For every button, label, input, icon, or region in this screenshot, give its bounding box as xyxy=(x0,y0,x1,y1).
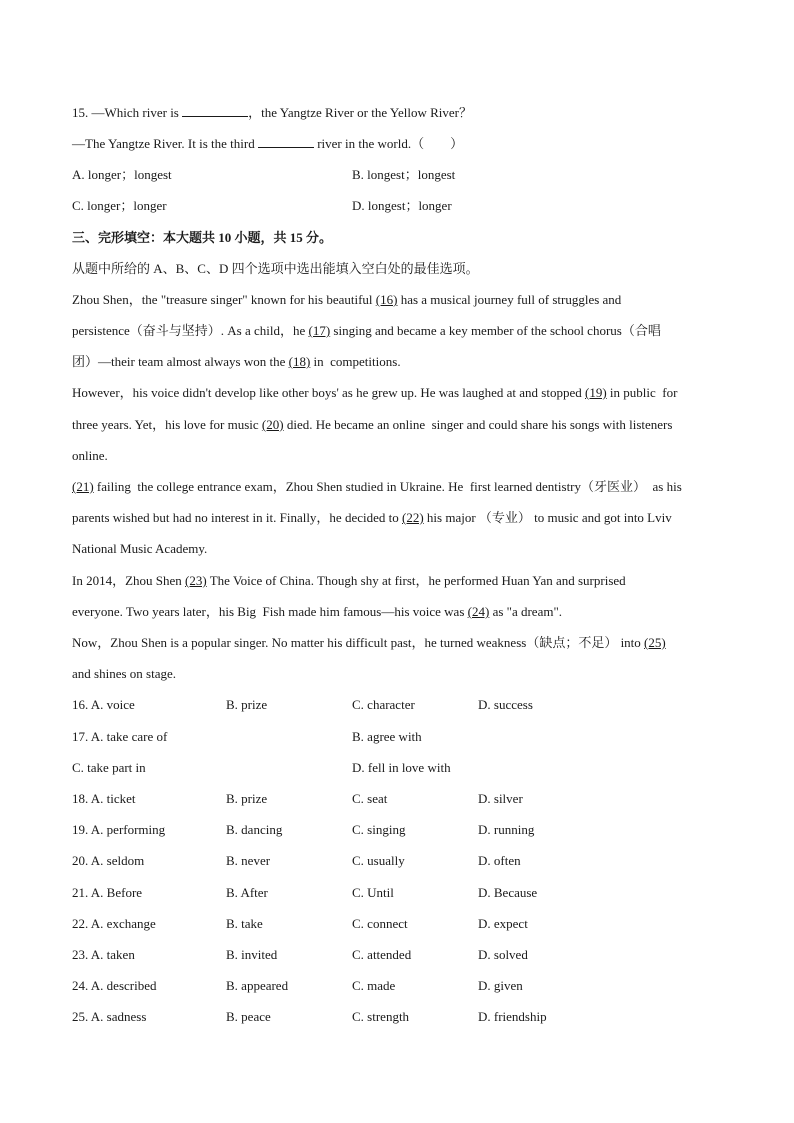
passage-text: died. He became an online singer and could share his songs with listeners xyxy=(283,417,673,432)
question-option: 21. A. Before xyxy=(72,885,143,900)
passage-line xyxy=(72,510,722,526)
heading-part: 小题，共 xyxy=(231,230,290,245)
q15-option-d: D. longest；longer xyxy=(352,198,452,213)
q15-text-1: 15. —Which river is xyxy=(72,105,183,120)
question-option: C. connect xyxy=(352,916,408,931)
passage-text: Zhou Shen，the "treasure singer" known for his beautiful xyxy=(72,292,376,307)
q15-answer-line xyxy=(72,136,722,152)
answer-blank xyxy=(182,105,248,117)
question-option: 23. A. taken xyxy=(72,947,135,962)
question-option: D. Because xyxy=(478,885,538,900)
q15-option-c: C. longer；longer xyxy=(72,198,167,213)
question-option: C. take part in xyxy=(72,760,146,775)
passage-line xyxy=(72,417,722,433)
blank-25: (25) xyxy=(644,635,666,650)
question-option: B. prize xyxy=(226,697,268,712)
question-option: C. strength xyxy=(352,1009,410,1024)
question-option: 16. A. voice xyxy=(72,697,135,712)
passage-text: has a musical journey full of struggles and xyxy=(397,292,622,307)
question-option: 25. A. sadness xyxy=(72,1009,147,1024)
passage-text: his major （专业） to music and got into Lviv xyxy=(423,510,672,525)
answer-blank xyxy=(258,136,314,148)
blank-20: (20) xyxy=(261,417,284,432)
q15-stem xyxy=(72,105,722,121)
blank-22: (22) xyxy=(402,510,424,525)
blank-23: (23) xyxy=(185,573,207,588)
question-option: D. expect xyxy=(478,916,528,931)
q15-text-3: —The Yangtze River. It is the third xyxy=(72,136,258,151)
passage-text: However，his voice didn't develop like other boys' as he grew up. He was laughed at and stopped xyxy=(72,385,585,400)
question-option: B. invited xyxy=(226,947,278,962)
blank-19: (19) xyxy=(585,385,607,400)
question-option: 18. A. ticket xyxy=(72,791,136,806)
question-option: C. singing xyxy=(352,822,406,837)
question-option: B. peace xyxy=(226,1009,271,1024)
q15-text-4: river in the world.（ ） xyxy=(313,136,464,151)
question-option: 17. A. take care of xyxy=(72,729,168,744)
question-option: C. seat xyxy=(352,791,388,806)
question-option: D. running xyxy=(478,822,535,837)
passage-text: singing and became a key member of the school chorus（合唱 xyxy=(330,323,661,338)
passage-text: everyone. Two years later，his Big Fish made him famous—his voice was xyxy=(72,604,468,619)
passage-text: as "a dream". xyxy=(489,604,563,619)
passage-line xyxy=(72,479,722,495)
passage-text: persistence（奋斗与坚持）. As a child，he xyxy=(72,323,309,338)
passage-text: 团）—their team almost always won the xyxy=(72,354,289,369)
question-option: B. After xyxy=(226,885,268,900)
passage-text: failing the college entrance exam，Zhou Shen studied in Ukraine. He first learned dentistry（牙医业） as his xyxy=(93,479,682,494)
passage-line: and shines on stage. xyxy=(72,666,176,681)
heading-part: 分。 xyxy=(302,230,333,245)
question-option: C. usually xyxy=(352,853,405,868)
question-option: D. friendship xyxy=(478,1009,547,1024)
passage-line xyxy=(72,573,722,589)
passage-text: three years. Yet，his love for music xyxy=(72,417,262,432)
q15-option-a: A. longer；longest xyxy=(72,167,172,182)
question-option: B. take xyxy=(226,916,263,931)
passage-line xyxy=(72,604,722,620)
passage-text: parents wished but had no interest in it. Finally，he decided to xyxy=(72,510,402,525)
passage-line xyxy=(72,385,722,401)
passage-text: In 2014，Zhou Shen xyxy=(72,573,186,588)
question-option: C. Until xyxy=(352,885,394,900)
question-option: B. prize xyxy=(226,791,268,806)
blank-16: (16) xyxy=(375,292,398,307)
passage-text: The Voice of China. Though shy at first，he performed Huan Yan and surprised xyxy=(206,573,626,588)
passage-line: National Music Academy. xyxy=(72,541,208,556)
question-option: D. often xyxy=(478,853,521,868)
question-option: C. made xyxy=(352,978,396,993)
blank-18: (18) xyxy=(288,354,311,369)
question-option: D. solved xyxy=(478,947,528,962)
blank-17: (17) xyxy=(308,323,331,338)
question-option: C. character xyxy=(352,697,415,712)
passage-line xyxy=(72,354,722,370)
question-option: D. silver xyxy=(478,791,523,806)
question-option: B. never xyxy=(226,853,271,868)
heading-part: 三、完形填空：本大题共 xyxy=(72,230,219,245)
blank-21: (21) xyxy=(72,479,94,494)
section-instruction: 从题中所给的 A、B、C、D 四个选项中选出能填入空白处的最佳选项。 xyxy=(72,261,479,276)
question-option: 22. A. exchange xyxy=(72,916,156,931)
question-option: D. given xyxy=(478,978,523,993)
passage-line xyxy=(72,635,722,651)
section-heading xyxy=(72,230,722,246)
passage-text: in public for xyxy=(606,385,678,400)
passage-line xyxy=(72,323,722,339)
question-option: B. agree with xyxy=(352,729,422,744)
passage-line: online. xyxy=(72,448,108,463)
question-option: D. fell in love with xyxy=(352,760,451,775)
question-option: 24. A. described xyxy=(72,978,157,993)
heading-part: 15 xyxy=(289,230,303,245)
q15-option-b: B. longest；longest xyxy=(352,167,456,182)
question-option: B. appeared xyxy=(226,978,289,993)
q15-text-2: ，the Yangtze River or the Yellow River？ xyxy=(248,105,472,120)
question-option: C. attended xyxy=(352,947,412,962)
blank-24: (24) xyxy=(467,604,490,619)
question-option: B. dancing xyxy=(226,822,283,837)
question-option: 20. A. seldom xyxy=(72,853,145,868)
passage-line xyxy=(72,292,722,308)
heading-part: 10 xyxy=(218,230,232,245)
passage-text: Now，Zhou Shen is a popular singer. No matter his difficult past，he turned weakness（缺点；不足） into xyxy=(72,635,645,650)
passage-text: in competitions. xyxy=(310,354,401,369)
question-option: D. success xyxy=(478,697,533,712)
question-option: 19. A. performing xyxy=(72,822,166,837)
